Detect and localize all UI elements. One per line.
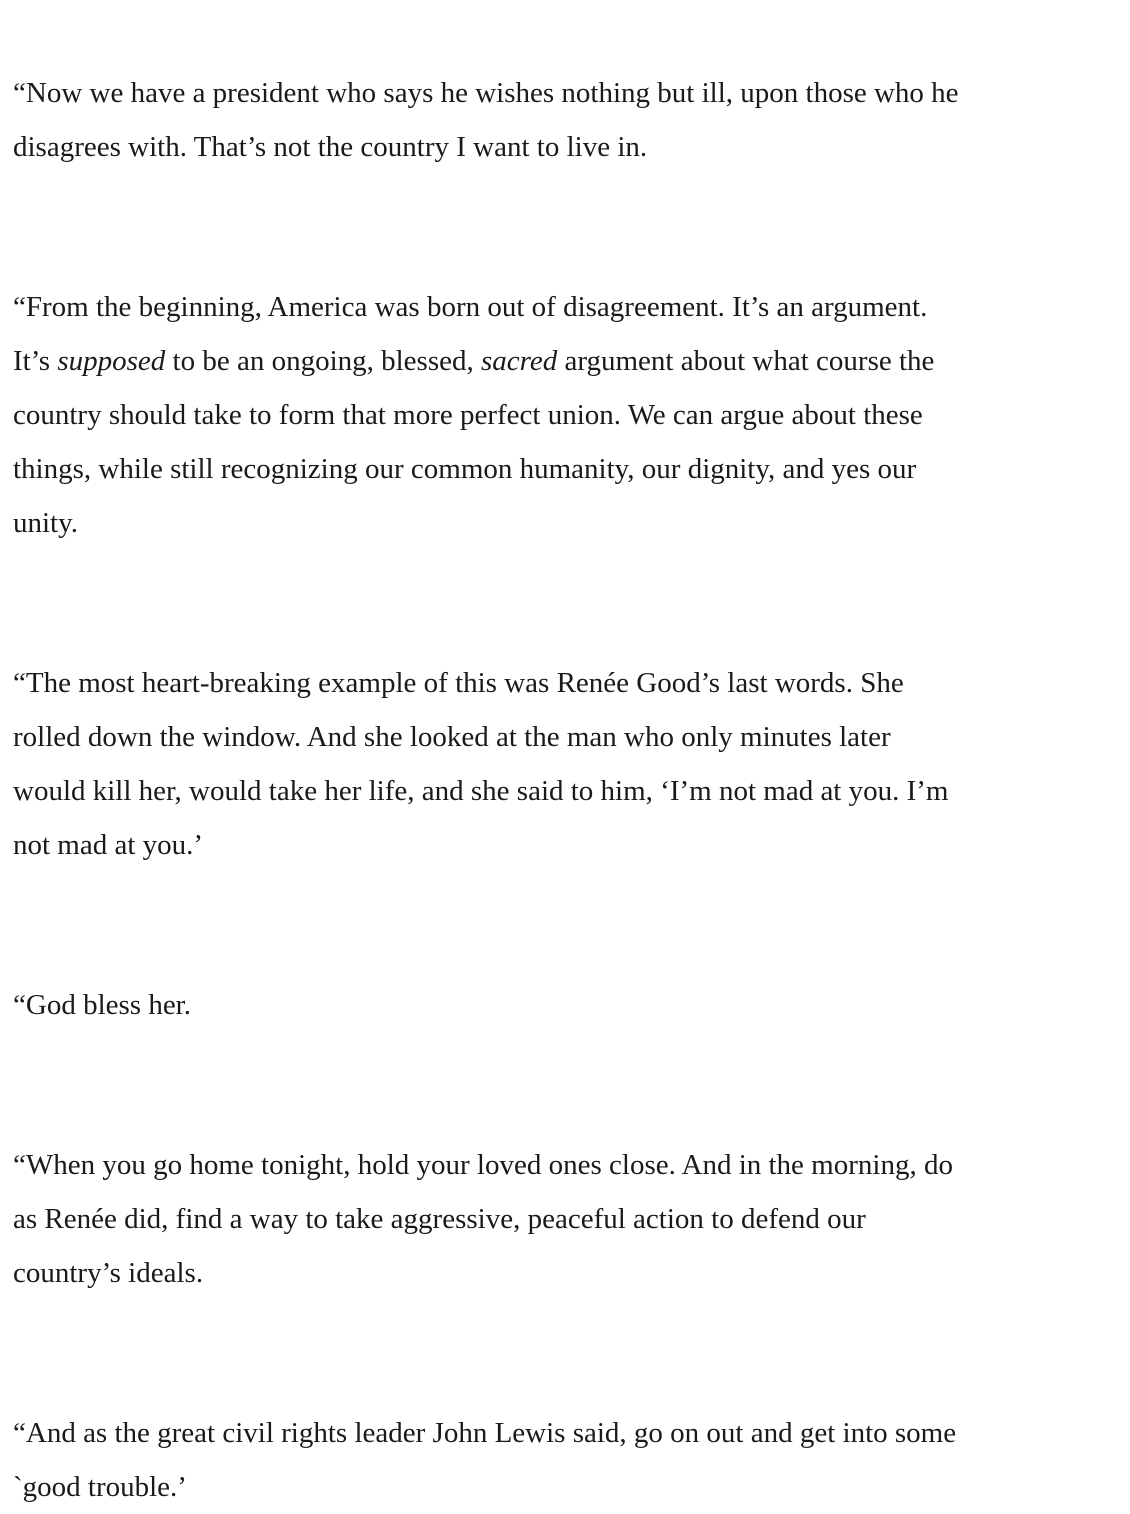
paragraph-president-quote (13, 12, 1123, 174)
paragraph-god-bless (13, 924, 1123, 1032)
paragraph-text: “Now we have a president who says he wishes nothing but ill, upon those who he disagrees with. That’s not the country I want to live in. (13, 77, 959, 163)
paragraph-text: argument about what course the country should take to form that more perfect union. We can argue about these things, while still recognizing our common humanity, our dignity, and yes our unity. (13, 345, 935, 539)
paragraph-america-argument (13, 226, 1123, 550)
paragraph-go-home (13, 1084, 1123, 1300)
paragraph-text: “God bless her. (13, 989, 191, 1021)
paragraph-text: “From the beginning, America was born out of disagreement. It’s an argument. It’s (13, 291, 928, 377)
paragraph-text: to be an ongoing, blessed, (165, 345, 481, 377)
paragraph-renee-good (13, 602, 1123, 872)
emphasis-supposed: supposed (57, 345, 166, 377)
article-body (13, 12, 1123, 1514)
paragraph-text: “And as the great civil rights leader John Lewis said, go on out and get into some `good trouble.’ (13, 1417, 957, 1503)
paragraph-text: “When you go home tonight, hold your loved ones close. And in the morning, do as Renée did, find a way to take aggressive, peaceful action to defend our country’s ideals. (13, 1149, 953, 1289)
paragraph-john-lewis (13, 1352, 1123, 1514)
paragraph-text: “The most heart-breaking example of this was Renée Good’s last words. She rolled down the window. And she looked at the man who only minutes later would kill her, would take her life, and she said to him, ‘I’m not mad at you. I’m not mad at you.’ (13, 667, 949, 861)
emphasis-sacred: sacred (481, 345, 558, 377)
